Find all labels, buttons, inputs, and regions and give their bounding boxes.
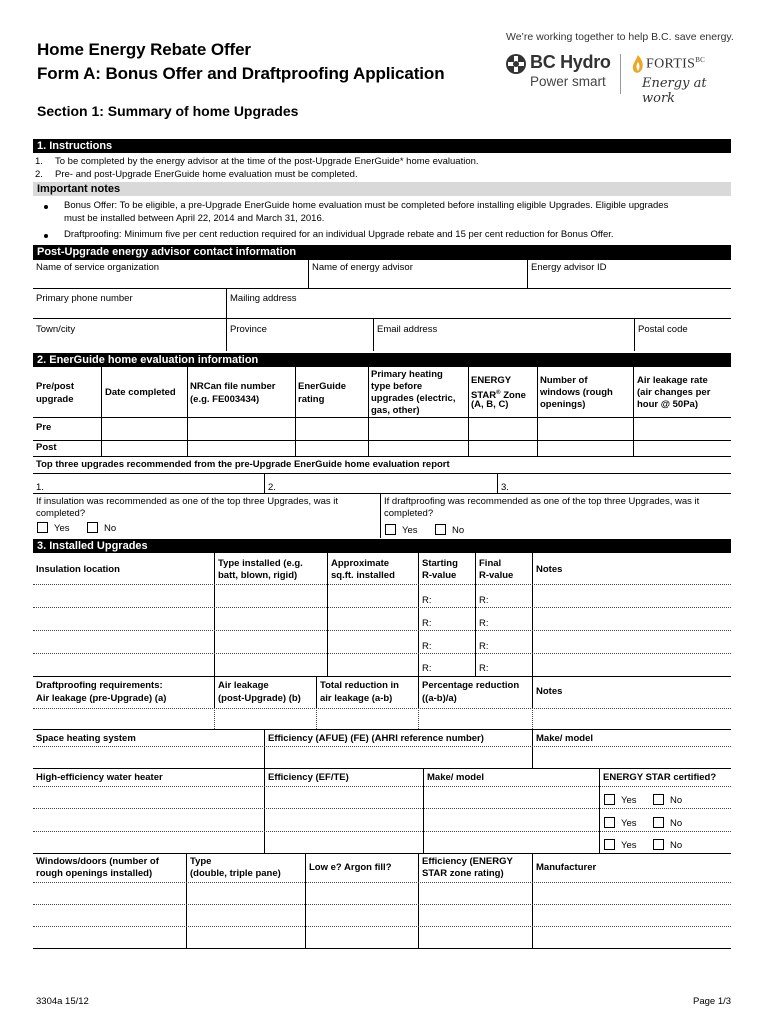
wh2-yes-checkbox[interactable] [604, 817, 615, 828]
field-label-town: Town/city [36, 324, 76, 335]
col-leakage-3: hour @ 50Pa) [637, 399, 698, 410]
wh2-no-label: No [670, 818, 683, 829]
section-heading: Section 1: Summary of home Upgrades [37, 103, 299, 119]
air-post-2: (post-Upgrade) (b) [218, 693, 301, 704]
col-nrcan-2: (e.g. FE003434) [190, 394, 260, 405]
insulation-q-line2: completed? [36, 508, 86, 519]
col-rating-1: EnerGuide [298, 381, 347, 392]
fortis-bc-text: BC [695, 56, 706, 64]
col-heating-1: Primary heating [371, 369, 443, 380]
wh3-no-label: No [670, 840, 683, 851]
wh1-no-checkbox[interactable] [653, 794, 664, 805]
field-label-province: Province [230, 324, 267, 335]
col-starting-r-2: R-value [422, 570, 457, 581]
col-notes: Notes [536, 564, 563, 575]
wh3-yes-checkbox[interactable] [604, 839, 615, 850]
insulation-yes-label: Yes [54, 523, 70, 534]
make-model-2-label: Make/ model [427, 772, 485, 783]
col-final-r-2: R-value [479, 570, 514, 581]
col-prepost-2: upgrade [36, 394, 74, 405]
col-prepost-1: Pre/post [36, 381, 75, 392]
col-windows-2: windows (rough [540, 387, 613, 398]
r-label-row4-start: R: [422, 663, 432, 674]
upgrade-num-2: 2. [268, 482, 276, 493]
col-starting-r-1: Starting [422, 558, 458, 569]
contact-bar: Post-Upgrade energy advisor contact information [33, 245, 731, 259]
note-bonus-line1: Bonus Offer: To be eligible, a pre-Upgrade EnerGuide home evaluation must be completed before installing eligible Upgrades. Eligible upgrades [64, 200, 669, 211]
email-input[interactable] [377, 336, 631, 350]
draftproofing-no-checkbox[interactable] [435, 524, 446, 535]
col-nrcan-1: NRCan file number [190, 381, 276, 392]
advisor-id-input[interactable] [531, 274, 729, 288]
field-label-postal: Postal code [638, 324, 688, 335]
water-heater-label: High-efficiency water heater [36, 772, 163, 783]
advisor-name-input[interactable] [312, 274, 524, 288]
town-input[interactable] [36, 336, 222, 350]
field-label-email: Email address [377, 324, 438, 335]
logo-divider [620, 54, 621, 94]
top-three-label: Top three upgrades recommended from the pre-Upgrade EnerGuide home evaluation report [36, 459, 450, 470]
draftproofing-yes-checkbox[interactable] [385, 524, 396, 535]
row-post-label: Post [36, 442, 57, 453]
field-label-advisor-id: Energy advisor ID [531, 262, 607, 273]
province-input[interactable] [230, 336, 370, 350]
installed-bar: 3. Installed Upgrades [33, 539, 731, 553]
r-label-row2-final: R: [479, 618, 489, 629]
field-label-phone: Primary phone number [36, 293, 133, 304]
draft-req-2: Air leakage (pre-Upgrade) (a) [36, 693, 167, 704]
col-heating-2: type before [371, 381, 423, 392]
col-date: Date completed [105, 387, 176, 398]
col-insulation-location: Insulation location [36, 564, 120, 575]
space-heating-label: Space heating system [36, 733, 136, 744]
mailing-address-input[interactable] [230, 305, 728, 318]
total-red-1: Total reduction in [320, 680, 399, 691]
col-heating-4: gas, other) [371, 405, 420, 416]
instruction-num-1: 1. [35, 156, 43, 167]
pct-red-2: ((a-b)/a) [422, 693, 457, 704]
energuide-bar: 2. EnerGuide home evaluation information [33, 353, 731, 367]
r-label-row4-final: R: [479, 663, 489, 674]
instructions-bar: 1. Instructions [33, 139, 731, 153]
field-label-mailing: Mailing address [230, 293, 297, 304]
windows-doors-1: Windows/doors (number of [36, 856, 159, 867]
important-notes-heading: Important notes [33, 182, 731, 196]
draft-req-1: Draftproofing requirements: [36, 680, 163, 691]
col-leakage-1: Air leakage rate [637, 375, 708, 386]
row-pre-label: Pre [36, 422, 52, 433]
draftproofing-q-line1: If draftproofing was recommended as one of the top three Upgrades, was it [384, 496, 700, 507]
eff-energy-1: Efficiency (ENERGY [422, 856, 513, 867]
draftproofing-yes-label: Yes [402, 525, 418, 536]
bchydro-mark-icon [505, 53, 527, 75]
bullet-icon [44, 205, 48, 209]
total-red-2: air leakage (a-b) [320, 693, 393, 704]
col-windows-1: Number of [540, 375, 588, 386]
field-label-advisor-name: Name of energy advisor [312, 262, 413, 273]
col-zone-1: ENERGY [471, 375, 512, 386]
note-bonus-line2: must be installed between April 22, 2014 and March 31, 2016. [64, 213, 325, 224]
manufacturer-label: Manufacturer [536, 862, 597, 873]
low-e-label: Low e? Argon fill? [309, 862, 392, 873]
col-type-installed-2: batt, blown, rigid) [218, 570, 298, 581]
wh2-yes-label: Yes [621, 818, 637, 829]
wh1-yes-checkbox[interactable] [604, 794, 615, 805]
type-pane-2: (double, triple pane) [190, 868, 281, 879]
bchydro-logo [503, 52, 613, 96]
col-zone-3: (A, B, C) [471, 399, 509, 410]
r-label-row2-start: R: [422, 618, 432, 629]
form-code: 3304a 15/12 [36, 996, 89, 1007]
col-zone-word: Zone [500, 390, 526, 402]
wh2-no-checkbox[interactable] [653, 817, 664, 828]
fortis-name [646, 56, 705, 73]
insulation-yes-checkbox[interactable] [37, 522, 48, 533]
fortis-sub: Energy at work [642, 76, 707, 106]
wh3-yes-label: Yes [621, 840, 637, 851]
r-label-row3-start: R: [422, 641, 432, 652]
fortis-name-text: FORTIS [646, 56, 696, 72]
draftproofing-q-line2: completed? [384, 508, 434, 519]
fortis-flame-icon [630, 54, 646, 76]
col-approx-2: sq.ft. installed [331, 570, 395, 581]
col-type-installed-1: Type installed (e.g. [218, 558, 303, 569]
col-windows-3: openings) [540, 399, 586, 410]
eff-energy-2: STAR zone rating) [422, 868, 504, 879]
insulation-q-line1: If insulation was recommended as one of the top three Upgrades, was it [36, 496, 339, 507]
air-post-1: Air leakage [218, 680, 269, 691]
fortisbc-logo [630, 52, 740, 106]
col-leakage-2: (air changes per [637, 387, 711, 398]
pct-red-1: Percentage reduction [422, 680, 520, 691]
insulation-no-label: No [104, 523, 117, 534]
draftproofing-no-label: No [452, 525, 465, 536]
col-approx-1: Approximate [331, 558, 390, 569]
energy-star-cert-label: ENERGY STAR certified? [603, 772, 717, 783]
form-title-line1: Home Energy Rebate Offer [37, 40, 251, 59]
instruction-text-1: To be completed by the energy advisor at the time of the post-Upgrade EnerGuide* home evaluation. [55, 156, 479, 167]
phone-input[interactable] [36, 305, 222, 318]
make-model-1-label: Make/ model [536, 733, 594, 744]
wh1-yes-label: Yes [621, 795, 637, 806]
type-pane-1: Type [190, 856, 212, 867]
bullet-icon [44, 234, 48, 238]
wh1-no-label: No [670, 795, 683, 806]
bchydro-sub: Power smart [530, 74, 606, 89]
upgrade-num-3: 3. [501, 482, 509, 493]
r-label-row1-final: R: [479, 595, 489, 606]
tagline: We’re working together to help B.C. save energy. [506, 31, 734, 43]
service-org-input[interactable] [36, 274, 304, 288]
r-label-row3-final: R: [479, 641, 489, 652]
col-zone-star: STAR [471, 390, 497, 402]
instruction-text-2: Pre- and post-Upgrade EnerGuide home evaluation must be completed. [55, 169, 358, 180]
col-final-r-1: Final [479, 558, 502, 569]
efficiency-afue-label: Efficiency (AFUE) (FE) (AHRI reference number) [268, 733, 484, 744]
col-heating-3: upgrades (electric, [371, 393, 456, 404]
postal-code-input[interactable] [638, 336, 728, 350]
upgrade-num-1: 1. [36, 482, 44, 493]
page-number: Page 1/3 [693, 996, 732, 1007]
field-label-service-org: Name of service organization [36, 262, 160, 273]
wh3-no-checkbox[interactable] [653, 839, 664, 850]
note-draftproofing: Draftproofing: Minimum five per cent reduction required for an individual Upgrade rebate and 15 per cent reduction for Bonus Offer. [64, 229, 614, 240]
efficiency-ef-label: Efficiency (EF/TE) [268, 772, 349, 783]
bchydro-name: BC Hydro [530, 52, 611, 72]
insulation-no-checkbox[interactable] [87, 522, 98, 533]
r-label-row1-start: R: [422, 595, 432, 606]
col-zone-reg: ® [496, 390, 501, 396]
form-title-line2: Form A: Bonus Offer and Draftproofing Application [37, 64, 445, 83]
col-rating-2: rating [298, 394, 325, 405]
col-notes-2: Notes [536, 686, 563, 697]
windows-doors-2: rough openings installed) [36, 868, 153, 879]
instruction-num-2: 2. [35, 169, 43, 180]
